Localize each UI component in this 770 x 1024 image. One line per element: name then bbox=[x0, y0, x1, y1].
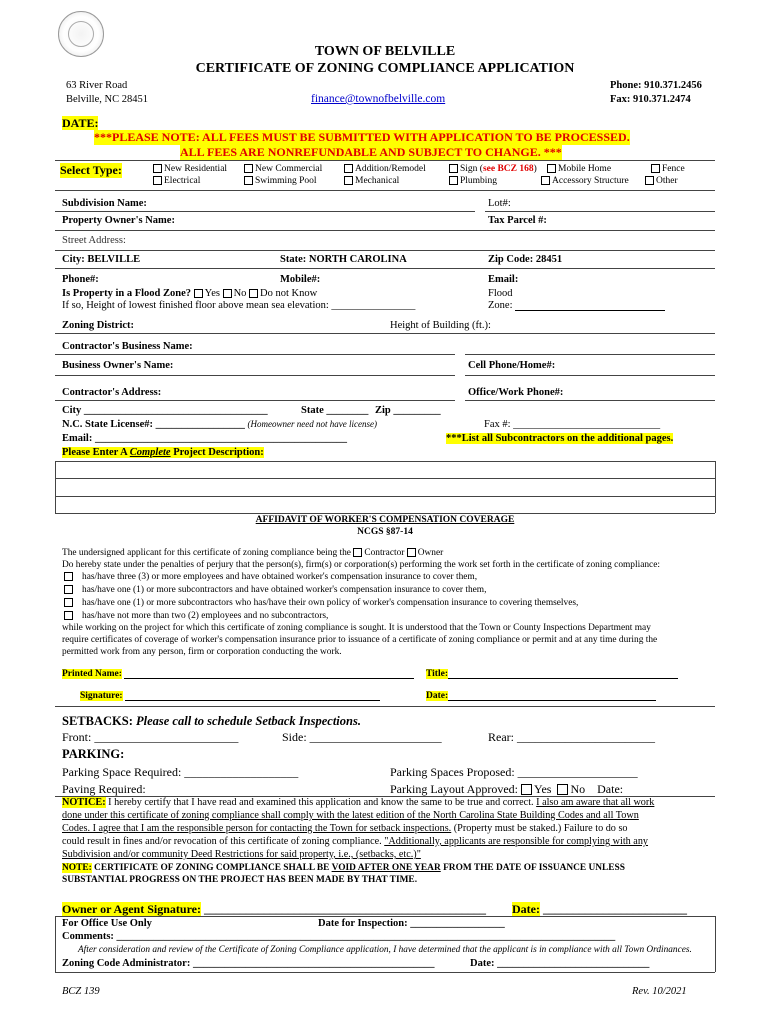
business-owner-field[interactable]: Business Owner's Name: bbox=[62, 360, 174, 371]
certify-line-3: Codes. I agree that I am the responsible person for contacting the Town for setback inspections. (Property must be staked.) Failure to do so bbox=[62, 823, 628, 834]
property-zip: Zip Code: 28451 bbox=[488, 254, 563, 265]
email-link[interactable]: finance@townofbelville.com bbox=[311, 93, 446, 105]
checkbox-new-commercial[interactable]: New Commercial bbox=[244, 164, 322, 174]
paving-required-field[interactable]: Paving Required: bbox=[62, 782, 146, 796]
validity-note: NOTE: CERTIFICATE OF ZONING COMPLIANCE SHALL BE VOID AFTER ONE YEAR FROM THE DATE OF ISSUANCE UNLESS bbox=[62, 863, 625, 873]
zoning-admin-field[interactable]: Zoning Code Administrator: ______________________________________________ bbox=[62, 958, 435, 969]
date-label: DATE: bbox=[62, 116, 99, 130]
parking-required-field[interactable]: Parking Space Required: ___________________ bbox=[62, 765, 299, 779]
affidavit-title-field[interactable]: Title: bbox=[426, 668, 678, 679]
select-type-label: Select Type: bbox=[60, 163, 122, 177]
checkbox-addition-remodel[interactable]: Addition/Remodel bbox=[344, 164, 426, 174]
flood-no-checkbox[interactable]: No bbox=[223, 288, 247, 299]
validity-note-2: SUBSTANTIAL PROGRESS ON THE PROJECT HAS BEEN MADE BY THAT TIME. bbox=[62, 875, 418, 885]
property-city: City: BELVILLE bbox=[62, 254, 141, 265]
affidavit-intro: The undersigned applicant for this certificate of zoning compliance being the Contractor Owner bbox=[62, 548, 444, 558]
checkbox-fence[interactable]: Fence bbox=[651, 164, 685, 174]
contractor-zip-field[interactable]: Zip _________ bbox=[375, 405, 441, 416]
affidavit-paragraph-2: require certificates of coverage of worker's compensation insurance prior to issuance of a certificate of zoning compliance or permit and at any time during the bbox=[62, 635, 658, 645]
review-statement: After consideration and review of the Certificate of Zoning Compliance application, I have determined that the applicant is in compliance with all Town Ordinances. bbox=[78, 945, 692, 955]
lot-field[interactable]: Lot#: bbox=[488, 198, 511, 209]
subdivision-field[interactable]: Subdivision Name: bbox=[62, 198, 147, 209]
property-owner-field[interactable]: Property Owner's Name: bbox=[62, 215, 175, 226]
form-title: CERTIFICATE OF ZONING COMPLIANCE APPLICATION bbox=[195, 61, 575, 76]
flood-elevation-field[interactable]: If so, Height of lowest finished floor above mean sea elevation: ________________ bbox=[62, 300, 416, 311]
contractor-fax-field[interactable]: Fax #: ____________________________ bbox=[484, 419, 661, 430]
checkbox-plumbing[interactable]: Plumbing bbox=[449, 176, 497, 186]
flood-label: Flood bbox=[488, 288, 513, 299]
property-email-field[interactable]: Email: bbox=[488, 274, 519, 285]
license-field[interactable]: N.C. State License#: _________________ (Homeowner need not have license) bbox=[62, 419, 377, 430]
property-state: State: NORTH CAROLINA bbox=[280, 254, 407, 265]
owner-signature-field[interactable]: Owner or Agent Signature: _______________________________________________ bbox=[62, 902, 487, 916]
checkbox-electrical[interactable]: Electrical bbox=[153, 176, 200, 186]
affidavit-owner-checkbox[interactable]: Owner bbox=[407, 548, 444, 558]
fee-notice-line1: ***PLEASE NOTE: ALL FEES MUST BE SUBMITTED WITH APPLICATION TO BE PROCESSED. bbox=[94, 130, 630, 144]
affidavit-declaration: Do hereby state under the penalties of perjury that the person(s), firm(s) or corporation(s) performing the work set forth in the certificate of zoning compliance: bbox=[62, 560, 660, 570]
office-phone-field[interactable]: Office/Work Phone#: bbox=[468, 387, 564, 398]
fee-notice-line2: ALL FEES ARE NONREFUNDABLE AND SUBJECT TO CHANGE. *** bbox=[180, 145, 562, 159]
contractor-business-field[interactable]: Contractor's Business Name: bbox=[62, 341, 193, 352]
subcontractor-note: ***List all Subcontractors on the additional pages. bbox=[446, 433, 674, 444]
checkbox-other[interactable]: Other bbox=[645, 176, 678, 186]
affidavit-signature-field[interactable]: Signature: bbox=[80, 690, 380, 701]
affidavit-contractor-checkbox[interactable]: Contractor bbox=[353, 548, 404, 558]
layout-yes-checkbox[interactable]: Yes bbox=[521, 782, 551, 796]
affidavit-paragraph-3: permitted work from any person, firm or corporation conducting the work. bbox=[62, 647, 342, 657]
contractor-email-field[interactable]: Email: ________________________________________________ bbox=[62, 433, 347, 444]
certify-line-4: could result in fines and/or revocation of this certificate of zoning compliance. "Additionally, applicants are responsible for complying with any bbox=[62, 836, 649, 847]
license-note: (Homeowner need not have license) bbox=[247, 419, 377, 429]
property-mobile-field[interactable]: Mobile#: bbox=[280, 274, 321, 285]
certify-line-1: NOTICE: I hereby certify that I have read and examined this application and know the same to be true and correct. I also am aware that all work bbox=[62, 797, 655, 808]
certify-line-5: Subdivision and/or community Deed Restrictions for said property, i.e., (setbacks, etc.)" bbox=[62, 849, 421, 860]
parking-proposed-field[interactable]: Parking Spaces Proposed: ____________________ bbox=[390, 765, 638, 779]
checkbox-mechanical[interactable]: Mechanical bbox=[344, 176, 399, 186]
address-line1: 63 River Road bbox=[66, 80, 128, 91]
street-address-field[interactable]: Street Address: bbox=[62, 235, 126, 246]
setback-front-field[interactable]: Front: ________________________ bbox=[62, 730, 239, 744]
affidavit-subtitle: NCGS §87-14 bbox=[357, 527, 413, 537]
certify-line-2: done under this certificate of zoning compliance shall comply with the latest edition of the North Carolina State Building Codes and all Town bbox=[62, 810, 639, 821]
address-line2: Belville, NC 28451 bbox=[66, 94, 148, 105]
date-field[interactable] bbox=[62, 116, 216, 131]
owner-signature-date[interactable]: Date: ________________________ bbox=[512, 902, 687, 916]
checkbox-swimming-pool[interactable]: Swimming Pool bbox=[244, 176, 317, 186]
layout-date: Date: bbox=[597, 782, 624, 796]
affidavit-option-2[interactable]: has/have one (1) or more subcontractors and have obtained worker's compensation insurance to cover them, bbox=[64, 584, 486, 597]
setback-side-field[interactable]: Side: ______________________ bbox=[282, 730, 442, 744]
affidavit-option-1[interactable]: has/have three (3) or more employees and have obtained worker's compensation insurance to cover them, bbox=[64, 571, 477, 584]
revision-date: Rev. 10/2021 bbox=[632, 986, 687, 997]
affidavit-date-field[interactable]: Date: bbox=[426, 690, 656, 701]
contractor-city-field[interactable]: City ___________________________________ bbox=[62, 405, 268, 416]
form-code: BCZ 139 bbox=[62, 986, 100, 997]
flood-unknown-checkbox[interactable]: Do not Know bbox=[249, 288, 317, 299]
property-phone-field[interactable]: Phone#: bbox=[62, 274, 99, 285]
fax-number: Fax: 910.371.2474 bbox=[610, 94, 691, 105]
checkbox-new-residential[interactable]: New Residential bbox=[153, 164, 227, 174]
project-description-label: Please Enter A Complete Project Description: bbox=[62, 447, 264, 458]
comments-field[interactable]: Comments: _______________________________________________________________________________________________ bbox=[62, 931, 616, 942]
layout-no-checkbox[interactable]: No bbox=[557, 782, 585, 796]
printed-name-field[interactable]: Printed Name: bbox=[62, 668, 414, 679]
checkbox-mobile-home[interactable]: Mobile Home bbox=[547, 164, 611, 174]
flood-zone-field[interactable]: Zone: bbox=[488, 300, 665, 311]
affidavit-option-3[interactable]: has/have one (1) or more subcontractors who has/have their own policy of worker's compensation insurance to covering themselves, bbox=[64, 597, 578, 610]
checkbox-accessory-structure[interactable]: Accessory Structure bbox=[541, 176, 629, 186]
affidavit-title: AFFIDAVIT OF WORKER'S COMPENSATION COVERAGE bbox=[255, 515, 515, 525]
sign-reference: see BCZ 168 bbox=[482, 164, 534, 175]
town-title: TOWN OF BELVILLE bbox=[314, 44, 456, 59]
affidavit-paragraph-1: while working on the project for which this certificate of zoning compliance is sought. It is understood that the Town or County Inspections Department may bbox=[62, 623, 651, 633]
zoning-district-field[interactable]: Zoning District: bbox=[62, 320, 135, 331]
flood-yes-checkbox[interactable]: Yes bbox=[194, 288, 220, 299]
inspection-date-field[interactable]: Date for Inspection: __________________ bbox=[318, 918, 505, 929]
affidavit-option-4[interactable]: has/have not more than two (2) employees and no subcontractors, bbox=[64, 610, 328, 623]
office-use-label: For Office Use Only bbox=[62, 918, 152, 929]
flood-zone-question: Is Property in a Flood Zone? Yes No Do not Know bbox=[62, 288, 318, 299]
setbacks-heading: SETBACKS: Please call to schedule Setback Inspections. bbox=[62, 714, 361, 728]
contractor-state-field[interactable]: State ________ bbox=[301, 405, 369, 416]
contractor-address-field[interactable]: Contractor's Address: bbox=[62, 387, 162, 398]
phone-number: Phone: 910.371.2456 bbox=[610, 80, 702, 91]
building-height-field[interactable]: Height of Building (ft.): bbox=[390, 320, 491, 331]
zoning-admin-date[interactable]: Date: _____________________________ bbox=[470, 958, 650, 969]
checkbox-sign[interactable]: Sign (see BCZ 168) bbox=[449, 164, 537, 174]
cell-phone-field[interactable]: Cell Phone/Home#: bbox=[468, 360, 556, 371]
setback-rear-field[interactable]: Rear: _______________________ bbox=[488, 730, 655, 744]
parking-layout-approved: Parking Layout Approved: Yes No Date: bbox=[390, 782, 624, 796]
parking-heading: PARKING: bbox=[62, 747, 125, 761]
tax-parcel-field[interactable]: Tax Parcel #: bbox=[488, 215, 547, 226]
